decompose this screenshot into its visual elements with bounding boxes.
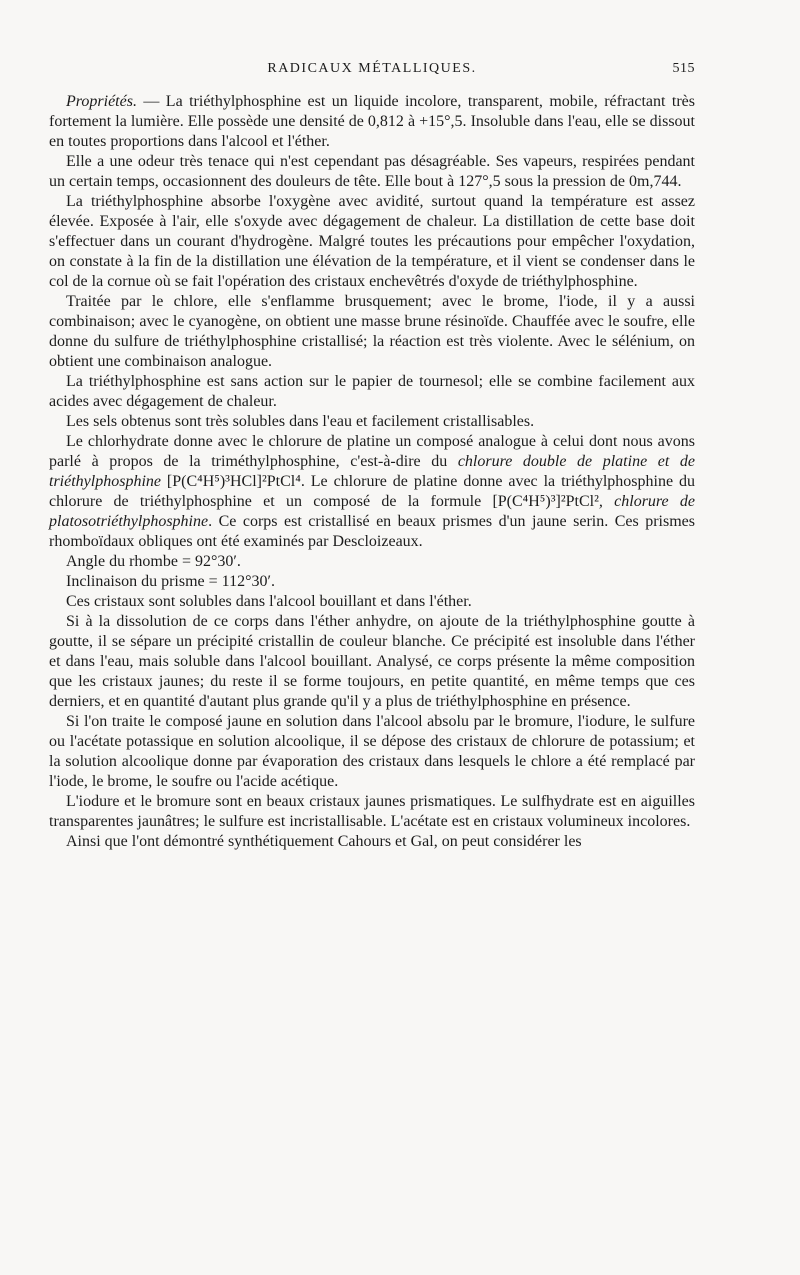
paragraph-text: Les sels obtenus sont très solubles dans l'eau et facilement cristallisables. bbox=[66, 413, 535, 430]
page-number: 515 bbox=[672, 61, 695, 76]
paragraph-precipitate bbox=[49, 612, 695, 712]
paragraph-oxygen bbox=[49, 192, 695, 292]
paragraph-text: L'iodure et le bromure sont en beaux cristaux jaunes prismatiques. Le sulfhydrate est en aiguilles transparentes jaunâtres; le sulfure est incristallisable. L'acétate est en cristaux volumineux incolores. bbox=[49, 793, 695, 830]
paragraph-text: Elle a une odeur très tenace qui n'est cependant pas désagréable. Ses vapeurs, respirées pendant un certain temps, occasionnent des douleurs de tête. Elle bout à 127°,5 sous la pression de 0m,744. bbox=[49, 153, 695, 190]
paragraph-substitution bbox=[49, 712, 695, 792]
paragraph-solubility bbox=[49, 592, 695, 612]
paragraph-text: — La triéthylphosphine est un liquide incolore, transparent, mobile, réfractant très fortement la lumière. Elle possède une densité de 0,812 à +15°,5. Insoluble dans l'eau, elle se dissout en toutes proportions dans l'alcool et l'éther. bbox=[49, 93, 695, 150]
measurement-inclination: Inclinaison du prisme = 112°30′. bbox=[66, 573, 275, 590]
paragraph-text: Ces cristaux sont solubles dans l'alcool bouillant et dans l'éther. bbox=[66, 593, 472, 610]
paragraph-litmus bbox=[49, 372, 695, 412]
paragraph-closing bbox=[49, 832, 695, 852]
compound-name: , chlorure de platosotriéthylphosphine bbox=[49, 493, 696, 530]
body-text bbox=[49, 92, 695, 852]
paragraph-iodide bbox=[49, 792, 695, 832]
paragraph-text: . Le chlorure de platine donne avec la triéthylphosphine du chlorure de triéthylphosphine et un composé de la formule bbox=[49, 473, 695, 510]
running-head bbox=[49, 61, 695, 83]
measurement-angle: Angle du rhombe = 92°30′. bbox=[66, 553, 241, 570]
paragraph-chlorhydrate bbox=[49, 432, 695, 552]
paragraph-properties bbox=[49, 92, 695, 152]
paragraph-text: . Ce corps est cristallisé en beaux prismes d'un jaune serin. Ces prismes rhomboïdaux obliques ont été examinés par Descloizeaux. bbox=[49, 513, 695, 550]
paragraph-halogens bbox=[49, 292, 695, 372]
paragraph-salts bbox=[49, 412, 695, 432]
paragraph-text: Le chlorhydrate donne avec le chlorure de platine un composé analogue à celui dont nous avons parlé à propos de la triméthylphosphine, c'est-à-dire du bbox=[49, 433, 695, 470]
paragraph-text: La triéthylphosphine absorbe l'oxygène avec avidité, surtout quand la température est assez élevée. Exposée à l'air, elle s'oxyde avec dégagement de chaleur. La distillation de cette base doit s'effectuer dans un courant d'hydrogène. Malgré toutes les précautions pour empêcher l'oxydation, on constate à la fin de la distillation une élévation de la température, et il vient se condenser dans le col de la cornue où se fait l'opération des cristaux enchevêtrés d'oxyde de triéthylphosphine. bbox=[49, 193, 695, 290]
chemical-formula: [P(C⁴H⁵)³]²PtCl² bbox=[492, 493, 599, 510]
section-lead: Propriétés. bbox=[66, 93, 137, 110]
paragraph-odor bbox=[49, 152, 695, 192]
paragraph-text: Si l'on traite le composé jaune en solution dans l'alcool absolu par le bromure, l'iodure, le sulfure ou l'acétate potassique en solution alcoolique, il se dépose des cristaux de chlorure de potassium; et la solution alcoolique donne par évaporation des cristaux dans lesquels le chlore a été remplacé par l'iode, le brome, le soufre ou l'acide acétique. bbox=[49, 713, 695, 790]
running-title: RADICAUX MÉTALLIQUES. bbox=[267, 61, 477, 76]
paragraph-text: Ainsi que l'ont démontré synthétiquement Cahours et Gal, on peut considérer les bbox=[66, 833, 582, 850]
paragraph-text: La triéthylphosphine est sans action sur le papier de tournesol; elle se combine facilement aux acides avec dégagement de chaleur. bbox=[49, 373, 695, 410]
compound-name: chlorure double de platine et de triéthylphosphine bbox=[49, 453, 695, 490]
paragraph-text: Traitée par le chlore, elle s'enflamme brusquement; avec le brome, l'iode, il y a aussi combinaison; avec le cyanogène, on obtient une masse brune résinoïde. Chauffée avec le soufre, elle donne du sulfure de triéthylphosphine cristallisé; la réaction est très violente. Avec le sélénium, on obtient une combinaison analogue. bbox=[49, 293, 695, 370]
paragraph-text: Si à la dissolution de ce corps dans l'éther anhydre, on ajoute de la triéthylphosphine goutte à goutte, il se sépare un précipité cristallin de couleur blanche. Ce précipité est insoluble dans l'éther et dans l'eau, mais soluble dans l'alcool bouillant. Analysé, ce corps présente la même composition que les cristaux jaunes; du reste il se forme toujours, en petite quantité, en même temps que ces derniers, et en quantité d'autant plus grande qu'il y a plus de triéthylphosphine en présence. bbox=[49, 613, 695, 710]
chemical-formula: [P(C⁴H⁵)³HCl]²PtCl⁴ bbox=[160, 473, 301, 490]
